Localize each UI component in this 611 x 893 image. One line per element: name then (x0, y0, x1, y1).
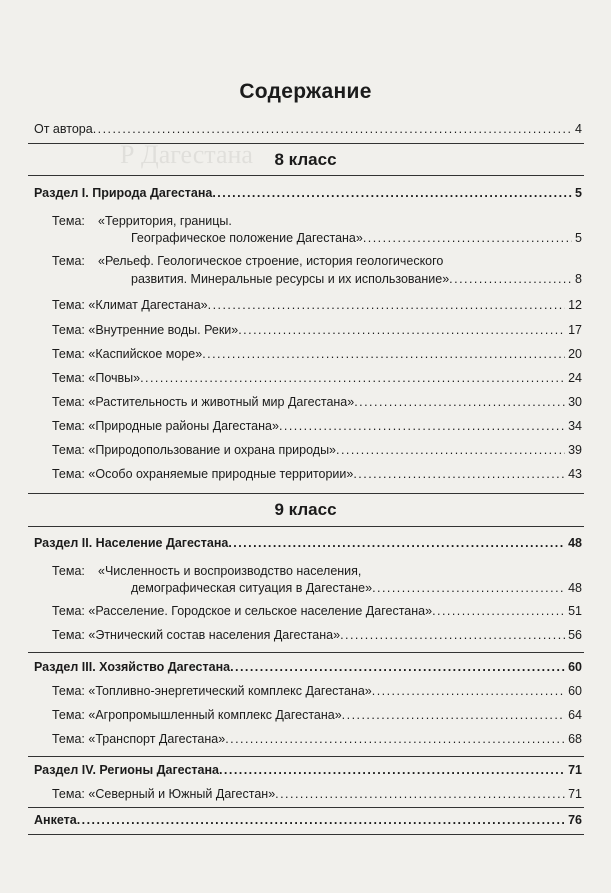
toc-topic-nature-use[interactable] (52, 442, 582, 458)
topic-prefix: Тема: (52, 395, 85, 409)
toc-topic-energy[interactable] (52, 683, 582, 699)
leader-dots (354, 394, 565, 410)
topic-title: «Каспийское море» (88, 347, 203, 361)
leader-dots (353, 466, 565, 482)
page-number: 12 (568, 298, 582, 312)
topic-prefix: Тема: (52, 467, 85, 481)
toc-topic-transport[interactable] (52, 731, 582, 747)
toc-topic-north-south[interactable] (52, 786, 582, 802)
topic-prefix: Тема: (52, 628, 85, 642)
leader-dots (372, 580, 565, 596)
toc-section-3[interactable] (34, 659, 582, 675)
leader-dots (238, 322, 565, 338)
divider (28, 652, 584, 653)
topic-prefix: Тема: (52, 323, 85, 337)
toc-topic-protected-areas[interactable] (52, 466, 582, 482)
leader-dots (336, 442, 565, 458)
divider (28, 834, 584, 835)
topic-title-line1[interactable]: «Рельеф. Геологическое строение, история геологического (98, 254, 444, 268)
leader-dots (208, 297, 565, 313)
section-label: Раздел IV. Регионы Дагестана (34, 763, 219, 777)
divider (28, 756, 584, 757)
leader-dots (77, 812, 565, 828)
show-through-text: Р Дагестана (120, 140, 253, 169)
page-number: 4 (575, 122, 582, 136)
section-label: Раздел I. Природа Дагестана (34, 186, 213, 200)
toc-topic-settlement[interactable] (52, 603, 582, 619)
page-number: 64 (568, 708, 582, 722)
page-number: 51 (568, 604, 582, 618)
toc-topic-ethnic[interactable] (52, 627, 582, 643)
topic-prefix: Тема: (52, 787, 85, 801)
topic-title: «Климат Дагестана» (88, 298, 208, 312)
divider (28, 175, 584, 176)
topic-title-line2: Географическое положение Дагестана» (131, 231, 363, 245)
topic-prefix: Тема: (52, 604, 85, 618)
entry-label: От автора (34, 122, 93, 136)
toc-topic-caspian[interactable] (52, 346, 582, 362)
leader-dots (212, 185, 572, 201)
page-number: 24 (568, 371, 582, 385)
page-number: 71 (568, 763, 582, 777)
toc-topic-flora-fauna[interactable] (52, 394, 582, 410)
page-number: 60 (568, 660, 582, 674)
page-number: 17 (568, 323, 582, 337)
grade-9-heading: 9 класс (274, 500, 337, 519)
page-number: 39 (568, 443, 582, 457)
topic-title-line2: развития. Минеральные ресурсы и их использование» (131, 272, 450, 286)
leader-dots (93, 121, 572, 137)
page-number: 5 (575, 231, 582, 245)
page-title: Содержание (239, 80, 372, 103)
topic-title: «Растительность и животный мир Дагестана» (88, 395, 355, 409)
leader-dots (219, 762, 565, 778)
page-number: 71 (568, 787, 582, 801)
page-number: 56 (568, 628, 582, 642)
leader-dots (372, 683, 565, 699)
topic-title: «Северный и Южный Дагестан» (88, 787, 276, 801)
topic-prefix: Тема: (52, 732, 85, 746)
toc-topic-inland-waters[interactable] (52, 322, 582, 338)
toc-entry-survey[interactable] (34, 812, 582, 828)
page-number: 8 (575, 272, 582, 286)
topic-title: «Внутренние воды. Реки» (88, 323, 239, 337)
divider (28, 807, 584, 808)
page-number: 60 (568, 684, 582, 698)
topic-title: «Агропромышленный комплекс Дагестана» (88, 708, 342, 722)
topic-title-line2: демографическая ситуация в Дагестане» (131, 581, 373, 595)
page-number: 20 (568, 347, 582, 361)
topic-title: «Расселение. Городское и сельское население Дагестана» (88, 604, 433, 618)
leader-dots (225, 731, 565, 747)
toc-topic-natural-regions[interactable] (52, 418, 582, 434)
topic-title-line1[interactable]: «Территория, границы. (98, 214, 232, 228)
toc-topic-soils[interactable] (52, 370, 582, 386)
divider (28, 143, 584, 144)
leader-dots (432, 603, 565, 619)
topic-title: «Топливно-энергетический комплекс Дагестана» (88, 684, 372, 698)
topic-prefix: Тема: (52, 298, 85, 312)
divider (28, 493, 584, 494)
page-number: 76 (568, 813, 582, 827)
leader-dots (275, 786, 565, 802)
leader-dots (342, 707, 565, 723)
toc-topic-agro[interactable] (52, 707, 582, 723)
topic-title: «Почвы» (88, 371, 141, 385)
topic-prefix: Тема: (52, 684, 85, 698)
page-number: 30 (568, 395, 582, 409)
section-label: Раздел II. Население Дагестана (34, 536, 229, 550)
leader-dots (363, 230, 572, 246)
leader-dots (449, 271, 572, 287)
toc-entry-from-author[interactable] (34, 121, 582, 137)
topic-prefix: Тема: (52, 419, 85, 433)
grade-8-heading: 8 класс (274, 150, 337, 169)
section-label: Раздел III. Хозяйство Дагестана (34, 660, 231, 674)
topic-prefix: Тема: (52, 254, 85, 268)
page-number: 43 (568, 467, 582, 481)
topic-title: «Этнический состав населения Дагестана» (88, 628, 341, 642)
page-number: 48 (568, 536, 582, 550)
topic-title-line1[interactable]: «Численность и воспроизводство населения, (98, 564, 362, 578)
toc-section-1[interactable] (34, 185, 582, 201)
page-number: 48 (568, 581, 582, 595)
toc-topic-territory[interactable] (131, 230, 582, 246)
topic-prefix: Тема: (52, 371, 85, 385)
toc-section-4[interactable] (34, 762, 582, 778)
toc-topic-relief[interactable] (131, 271, 582, 287)
page-number: 5 (575, 186, 582, 200)
leader-dots (140, 370, 565, 386)
topic-prefix: Тема: (52, 708, 85, 722)
topic-prefix: Тема: (52, 214, 85, 228)
topic-prefix: Тема: (52, 347, 85, 361)
topic-prefix: Тема: (52, 564, 85, 578)
toc-topic-population-size[interactable] (131, 580, 582, 596)
leader-dots (202, 346, 565, 362)
leader-dots (230, 659, 565, 675)
topic-title: «Природные районы Дагестана» (88, 419, 279, 433)
leader-dots (228, 535, 565, 551)
toc-topic-climate[interactable] (52, 297, 582, 313)
leader-dots (340, 627, 565, 643)
topic-title: «Транспорт Дагестана» (88, 732, 226, 746)
topic-title: «Природопользование и охрана природы» (88, 443, 337, 457)
topic-title: «Особо охраняемые природные территории» (88, 467, 354, 481)
toc-section-2[interactable] (34, 535, 582, 551)
entry-label: Анкета (34, 813, 77, 827)
topic-prefix: Тема: (52, 443, 85, 457)
page-number: 34 (568, 419, 582, 433)
divider (28, 526, 584, 527)
page-number: 68 (568, 732, 582, 746)
leader-dots (279, 418, 565, 434)
